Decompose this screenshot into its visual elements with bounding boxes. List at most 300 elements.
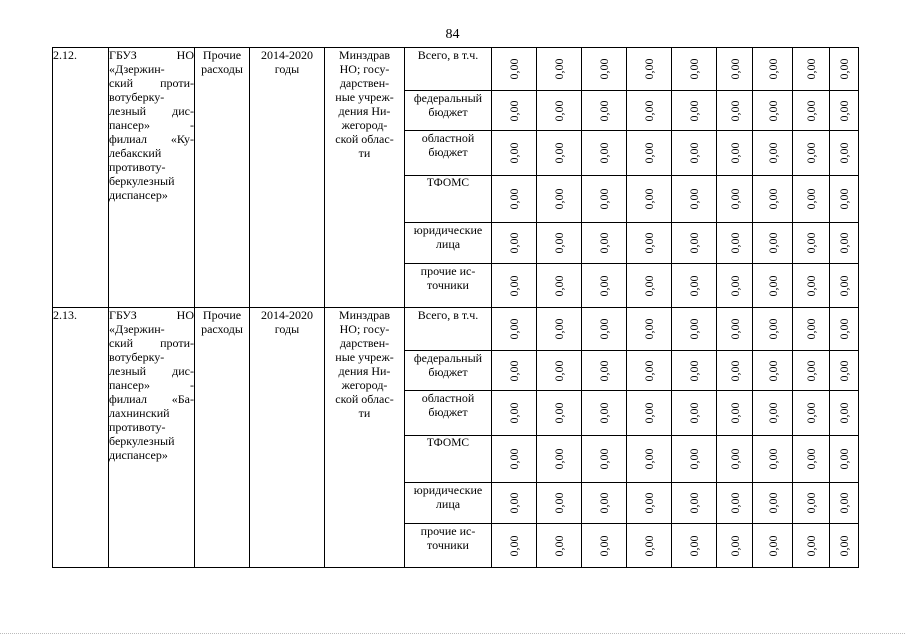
value-text: 0,00 bbox=[597, 142, 611, 164]
value-text: 0,00 bbox=[837, 58, 851, 80]
value-cell bbox=[492, 223, 537, 264]
value-text: 0,00 bbox=[687, 100, 701, 121]
value-cell bbox=[672, 176, 717, 223]
value-text: 0,00 bbox=[727, 275, 742, 296]
value-cell bbox=[627, 91, 672, 131]
value-text: 0,00 bbox=[727, 58, 742, 80]
value-text: 0,00 bbox=[642, 58, 656, 80]
value-cell bbox=[582, 131, 627, 176]
organization-word: лебакский bbox=[109, 146, 162, 160]
funding-source-line: областной bbox=[421, 131, 475, 145]
table-row bbox=[53, 308, 859, 351]
value-cell bbox=[672, 351, 717, 391]
funding-source bbox=[405, 483, 492, 524]
organization-line bbox=[109, 434, 194, 448]
expense-type bbox=[195, 48, 250, 308]
value-cell bbox=[537, 176, 582, 223]
item-number: 2.13. bbox=[53, 308, 109, 568]
funding-source bbox=[405, 391, 492, 436]
executor-line: дарствен- bbox=[339, 336, 390, 350]
period-line: годы bbox=[274, 322, 300, 336]
executor-line: жегород- bbox=[341, 118, 388, 132]
value-cell bbox=[753, 176, 793, 223]
value-cell bbox=[582, 223, 627, 264]
value-cell bbox=[793, 436, 830, 483]
funding-source-line: Всего, в т.ч. bbox=[417, 48, 479, 62]
value-cell bbox=[672, 524, 717, 568]
value-cell bbox=[830, 223, 859, 264]
value-cell bbox=[753, 48, 793, 91]
value-text: 0,00 bbox=[642, 232, 656, 254]
value-text: 0,00 bbox=[804, 58, 818, 80]
value-cell bbox=[627, 391, 672, 436]
value-text: 0,00 bbox=[765, 58, 780, 80]
value-text: 0,00 bbox=[687, 58, 701, 80]
expense-type-line: расходы bbox=[201, 322, 243, 336]
value-cell bbox=[830, 436, 859, 483]
value-cell bbox=[537, 91, 582, 131]
value-cell bbox=[537, 436, 582, 483]
funding-source bbox=[405, 176, 492, 223]
value-cell bbox=[627, 48, 672, 91]
funding-source-line: точники bbox=[427, 278, 469, 292]
value-text: 0,00 bbox=[804, 232, 818, 254]
value-cell bbox=[672, 264, 717, 308]
value-cell bbox=[582, 436, 627, 483]
value-cell bbox=[793, 524, 830, 568]
organization-word: «Дзержин- bbox=[109, 322, 165, 336]
value-cell bbox=[753, 308, 793, 351]
funding-source-line: ТФОМС bbox=[426, 177, 470, 189]
value-cell bbox=[672, 436, 717, 483]
value-cell bbox=[753, 223, 793, 264]
value-cell bbox=[672, 483, 717, 524]
organization-word: ГБУЗ bbox=[109, 308, 137, 322]
value-cell bbox=[830, 483, 859, 524]
executor-line: дарствен- bbox=[339, 76, 390, 90]
period-line: годы bbox=[274, 62, 300, 76]
value-text: 0,00 bbox=[804, 275, 818, 296]
value-text: 0,00 bbox=[765, 492, 780, 514]
organization-word: проти- bbox=[160, 76, 194, 90]
value-text: 0,00 bbox=[687, 492, 701, 514]
value-text: 0,00 bbox=[804, 142, 818, 164]
value-cell bbox=[793, 391, 830, 436]
value-cell bbox=[793, 223, 830, 264]
value-text: 0,00 bbox=[687, 318, 701, 340]
executor bbox=[325, 308, 405, 568]
value-text: 0,00 bbox=[507, 360, 521, 381]
value-cell bbox=[672, 308, 717, 351]
organization-word: «Дзержин- bbox=[109, 62, 165, 76]
value-cell bbox=[537, 483, 582, 524]
value-cell bbox=[627, 223, 672, 264]
value-cell bbox=[582, 483, 627, 524]
value-text: 0,00 bbox=[837, 142, 851, 164]
value-text: 0,00 bbox=[597, 188, 611, 210]
executor-line: НО; госу- bbox=[339, 62, 390, 76]
value-text: 0,00 bbox=[552, 318, 566, 340]
value-cell bbox=[537, 391, 582, 436]
value-cell bbox=[537, 131, 582, 176]
value-text: 0,00 bbox=[642, 448, 656, 470]
value-text: 0,00 bbox=[507, 402, 521, 424]
organization-line bbox=[109, 188, 194, 202]
value-cell bbox=[537, 308, 582, 351]
value-text: 0,00 bbox=[727, 535, 742, 556]
value-cell bbox=[537, 223, 582, 264]
funding-source bbox=[405, 223, 492, 264]
funding-source bbox=[405, 308, 492, 351]
funding-source-line: федеральный bbox=[413, 351, 483, 365]
value-text: 0,00 bbox=[837, 402, 851, 424]
value-text: 0,00 bbox=[552, 275, 566, 296]
funding-source-line: бюджет bbox=[428, 145, 468, 159]
organization-lines bbox=[109, 308, 194, 462]
value-text: 0,00 bbox=[765, 360, 780, 381]
value-text: 0,00 bbox=[727, 448, 742, 470]
executor-line: дения Ни- bbox=[338, 364, 391, 378]
funding-source-line: бюджет bbox=[428, 365, 468, 379]
executor-line: ные учреж- bbox=[335, 350, 394, 364]
organization-word: ский bbox=[109, 336, 133, 350]
executor-line: ской облас- bbox=[335, 132, 394, 146]
funding-source bbox=[405, 351, 492, 391]
value-cell bbox=[793, 483, 830, 524]
organization-word: диспансер» bbox=[109, 448, 168, 462]
value-text: 0,00 bbox=[642, 402, 656, 424]
executor-line: Минздрав bbox=[338, 308, 391, 322]
value-cell bbox=[717, 131, 753, 176]
value-cell bbox=[582, 351, 627, 391]
value-text: 0,00 bbox=[765, 232, 780, 254]
value-cell bbox=[793, 91, 830, 131]
value-cell bbox=[830, 176, 859, 223]
organization-line bbox=[109, 90, 194, 104]
organization-word: лезный bbox=[109, 364, 147, 378]
value-text: 0,00 bbox=[837, 318, 851, 340]
funding-source-line: федеральный bbox=[413, 91, 483, 105]
organization-word: вотуберку- bbox=[109, 350, 165, 364]
value-text: 0,00 bbox=[687, 232, 701, 254]
funding-source-line: бюджет bbox=[428, 105, 468, 119]
organization-line bbox=[109, 336, 194, 350]
value-text: 0,00 bbox=[642, 535, 656, 556]
value-text: 0,00 bbox=[687, 535, 701, 556]
value-text: 0,00 bbox=[597, 275, 611, 296]
expense-type-line: Прочие bbox=[202, 308, 242, 322]
organization-word: проти- bbox=[160, 336, 194, 350]
organization-line bbox=[109, 308, 194, 322]
value-text: 0,00 bbox=[507, 275, 521, 296]
value-text: 0,00 bbox=[552, 142, 566, 164]
value-text: 0,00 bbox=[597, 232, 611, 254]
value-cell bbox=[793, 176, 830, 223]
period-line: 2014-2020 bbox=[261, 48, 313, 62]
value-text: 0,00 bbox=[507, 448, 521, 470]
executor-line: ти bbox=[358, 406, 371, 420]
value-text: 0,00 bbox=[687, 188, 701, 210]
value-cell bbox=[753, 351, 793, 391]
expense-type bbox=[195, 308, 250, 568]
value-cell bbox=[753, 483, 793, 524]
period bbox=[250, 308, 325, 568]
funding-source-line: ТФОМС bbox=[426, 437, 470, 449]
organization-word: «Ба- bbox=[171, 392, 194, 406]
organization-line bbox=[109, 364, 194, 378]
value-cell bbox=[492, 131, 537, 176]
funding-source-line: юридические bbox=[413, 483, 483, 497]
item-number: 2.12. bbox=[53, 48, 109, 308]
funding-source bbox=[405, 436, 492, 483]
value-text: 0,00 bbox=[727, 318, 742, 340]
value-cell bbox=[492, 391, 537, 436]
value-cell bbox=[793, 131, 830, 176]
funding-source-line: областной bbox=[421, 391, 475, 405]
organization-line bbox=[109, 378, 194, 392]
organization-word: - bbox=[190, 118, 194, 132]
value-cell bbox=[830, 391, 859, 436]
value-text: 0,00 bbox=[597, 318, 611, 340]
funding-source bbox=[405, 524, 492, 568]
value-text: 0,00 bbox=[597, 535, 611, 556]
value-cell bbox=[627, 436, 672, 483]
funding-source-line: прочие ис- bbox=[420, 264, 476, 278]
value-text: 0,00 bbox=[837, 360, 851, 381]
value-cell bbox=[627, 351, 672, 391]
value-text: 0,00 bbox=[642, 100, 656, 121]
executor-line: дения Ни- bbox=[338, 104, 391, 118]
organization-lines bbox=[109, 48, 194, 202]
value-cell bbox=[717, 483, 753, 524]
value-cell bbox=[672, 391, 717, 436]
organization-line bbox=[109, 62, 194, 76]
organization-word: ский bbox=[109, 76, 133, 90]
funding-source bbox=[405, 264, 492, 308]
organization-line bbox=[109, 132, 194, 146]
value-cell bbox=[717, 48, 753, 91]
value-text: 0,00 bbox=[507, 232, 521, 254]
funding-source-line: Всего, в т.ч. bbox=[417, 308, 479, 322]
organization-name bbox=[109, 48, 195, 308]
value-text: 0,00 bbox=[727, 402, 742, 424]
value-text: 0,00 bbox=[597, 492, 611, 514]
value-cell bbox=[582, 176, 627, 223]
value-cell bbox=[717, 351, 753, 391]
value-cell bbox=[753, 131, 793, 176]
value-text: 0,00 bbox=[687, 360, 701, 381]
value-text: 0,00 bbox=[765, 100, 780, 121]
value-text: 0,00 bbox=[687, 402, 701, 424]
value-cell bbox=[537, 351, 582, 391]
value-cell bbox=[627, 264, 672, 308]
value-cell bbox=[582, 308, 627, 351]
funding-source bbox=[405, 131, 492, 176]
value-text: 0,00 bbox=[507, 535, 521, 556]
period bbox=[250, 48, 325, 308]
value-cell bbox=[830, 264, 859, 308]
organization-line bbox=[109, 448, 194, 462]
value-cell bbox=[582, 391, 627, 436]
organization-word: противоту- bbox=[109, 420, 166, 434]
organization-word: лахнинский bbox=[109, 406, 170, 420]
value-cell bbox=[753, 91, 793, 131]
funding-source-line: лица bbox=[435, 497, 461, 511]
value-text: 0,00 bbox=[765, 188, 780, 210]
value-text: 0,00 bbox=[597, 100, 611, 121]
value-text: 0,00 bbox=[727, 232, 742, 254]
value-cell bbox=[537, 48, 582, 91]
value-text: 0,00 bbox=[507, 492, 521, 514]
value-text: 0,00 bbox=[804, 318, 818, 340]
value-cell bbox=[717, 264, 753, 308]
value-cell bbox=[627, 483, 672, 524]
organization-line bbox=[109, 48, 194, 62]
organization-word: пансер» bbox=[109, 118, 150, 132]
organization-word: НО bbox=[176, 48, 194, 62]
value-cell bbox=[492, 48, 537, 91]
page-number: 84 bbox=[445, 27, 460, 42]
organization-name bbox=[109, 308, 195, 568]
value-text: 0,00 bbox=[837, 188, 851, 210]
value-text: 0,00 bbox=[597, 58, 611, 80]
value-text: 0,00 bbox=[727, 492, 742, 514]
value-cell bbox=[672, 48, 717, 91]
organization-line bbox=[109, 76, 194, 90]
funding-source-line: лица bbox=[435, 237, 461, 251]
value-cell bbox=[830, 91, 859, 131]
value-text: 0,00 bbox=[804, 188, 818, 210]
value-text: 0,00 bbox=[837, 535, 851, 556]
value-text: 0,00 bbox=[552, 360, 566, 381]
organization-line bbox=[109, 160, 194, 174]
organization-word: «Ку- bbox=[170, 132, 194, 146]
value-text: 0,00 bbox=[552, 448, 566, 470]
value-cell bbox=[492, 436, 537, 483]
funding-source bbox=[405, 91, 492, 131]
organization-line bbox=[109, 350, 194, 364]
value-text: 0,00 bbox=[687, 275, 701, 296]
value-text: 0,00 bbox=[597, 360, 611, 381]
value-text: 0,00 bbox=[642, 142, 656, 164]
value-cell bbox=[753, 264, 793, 308]
value-text: 0,00 bbox=[837, 100, 851, 121]
executor-line: жегород- bbox=[341, 378, 388, 392]
organization-word: пансер» bbox=[109, 378, 150, 392]
value-cell bbox=[753, 436, 793, 483]
value-text: 0,00 bbox=[552, 58, 566, 80]
value-text: 0,00 bbox=[804, 535, 818, 556]
value-text: 0,00 bbox=[552, 492, 566, 514]
value-text: 0,00 bbox=[837, 275, 851, 296]
value-text: 0,00 bbox=[642, 360, 656, 381]
organization-line bbox=[109, 174, 194, 188]
executor-line: ные учреж- bbox=[335, 90, 394, 104]
value-text: 0,00 bbox=[687, 142, 701, 164]
value-cell bbox=[492, 308, 537, 351]
value-text: 0,00 bbox=[642, 275, 656, 296]
organization-word: беркулезный bbox=[109, 174, 175, 188]
executor-line: ской облас- bbox=[335, 392, 394, 406]
value-cell bbox=[537, 524, 582, 568]
value-cell bbox=[717, 223, 753, 264]
table-row bbox=[53, 48, 859, 91]
value-cell bbox=[492, 176, 537, 223]
value-cell bbox=[582, 91, 627, 131]
funding-source bbox=[405, 48, 492, 91]
value-text: 0,00 bbox=[507, 188, 521, 210]
value-cell bbox=[582, 524, 627, 568]
value-text: 0,00 bbox=[552, 535, 566, 556]
value-cell bbox=[753, 391, 793, 436]
value-cell bbox=[627, 524, 672, 568]
value-text: 0,00 bbox=[765, 448, 780, 470]
organization-word: филиал bbox=[109, 132, 148, 146]
organization-word: НО bbox=[176, 308, 194, 322]
executor-line: Минздрав bbox=[338, 48, 391, 62]
organization-word: беркулезный bbox=[109, 434, 175, 448]
expense-type-line: расходы bbox=[201, 62, 243, 76]
value-text: 0,00 bbox=[642, 188, 656, 210]
value-cell bbox=[830, 48, 859, 91]
value-cell bbox=[793, 48, 830, 91]
value-text: 0,00 bbox=[597, 448, 611, 470]
value-text: 0,00 bbox=[727, 142, 742, 164]
value-text: 0,00 bbox=[837, 448, 851, 470]
value-text: 0,00 bbox=[597, 402, 611, 424]
executor bbox=[325, 48, 405, 308]
value-cell bbox=[672, 223, 717, 264]
value-text: 0,00 bbox=[552, 232, 566, 254]
value-text: 0,00 bbox=[727, 360, 742, 381]
value-cell bbox=[830, 131, 859, 176]
executor-line: НО; госу- bbox=[339, 322, 390, 336]
value-text: 0,00 bbox=[765, 142, 780, 164]
value-text: 0,00 bbox=[765, 535, 780, 556]
value-cell bbox=[672, 131, 717, 176]
value-cell bbox=[492, 264, 537, 308]
organization-line bbox=[109, 406, 194, 420]
value-cell bbox=[717, 91, 753, 131]
value-text: 0,00 bbox=[765, 275, 780, 296]
value-cell bbox=[537, 264, 582, 308]
value-cell bbox=[717, 176, 753, 223]
value-text: 0,00 bbox=[837, 232, 851, 254]
funding-source-line: точники bbox=[427, 538, 469, 552]
organization-line bbox=[109, 104, 194, 118]
funding-source-line: бюджет bbox=[428, 405, 468, 419]
value-cell bbox=[627, 131, 672, 176]
value-cell bbox=[717, 436, 753, 483]
organization-word: дис- bbox=[172, 364, 194, 378]
organization-line bbox=[109, 420, 194, 434]
organization-word: ГБУЗ bbox=[109, 48, 137, 62]
funding-table bbox=[52, 47, 859, 568]
value-text: 0,00 bbox=[727, 188, 742, 210]
organization-word: лезный bbox=[109, 104, 147, 118]
value-cell bbox=[582, 264, 627, 308]
value-cell bbox=[717, 308, 753, 351]
value-cell bbox=[627, 176, 672, 223]
value-text: 0,00 bbox=[552, 402, 566, 424]
organization-word: дис- bbox=[172, 104, 194, 118]
value-text: 0,00 bbox=[552, 100, 566, 121]
organization-word: противоту- bbox=[109, 160, 166, 174]
value-text: 0,00 bbox=[837, 492, 851, 514]
value-cell bbox=[753, 524, 793, 568]
organization-line bbox=[109, 118, 194, 132]
value-cell bbox=[717, 391, 753, 436]
